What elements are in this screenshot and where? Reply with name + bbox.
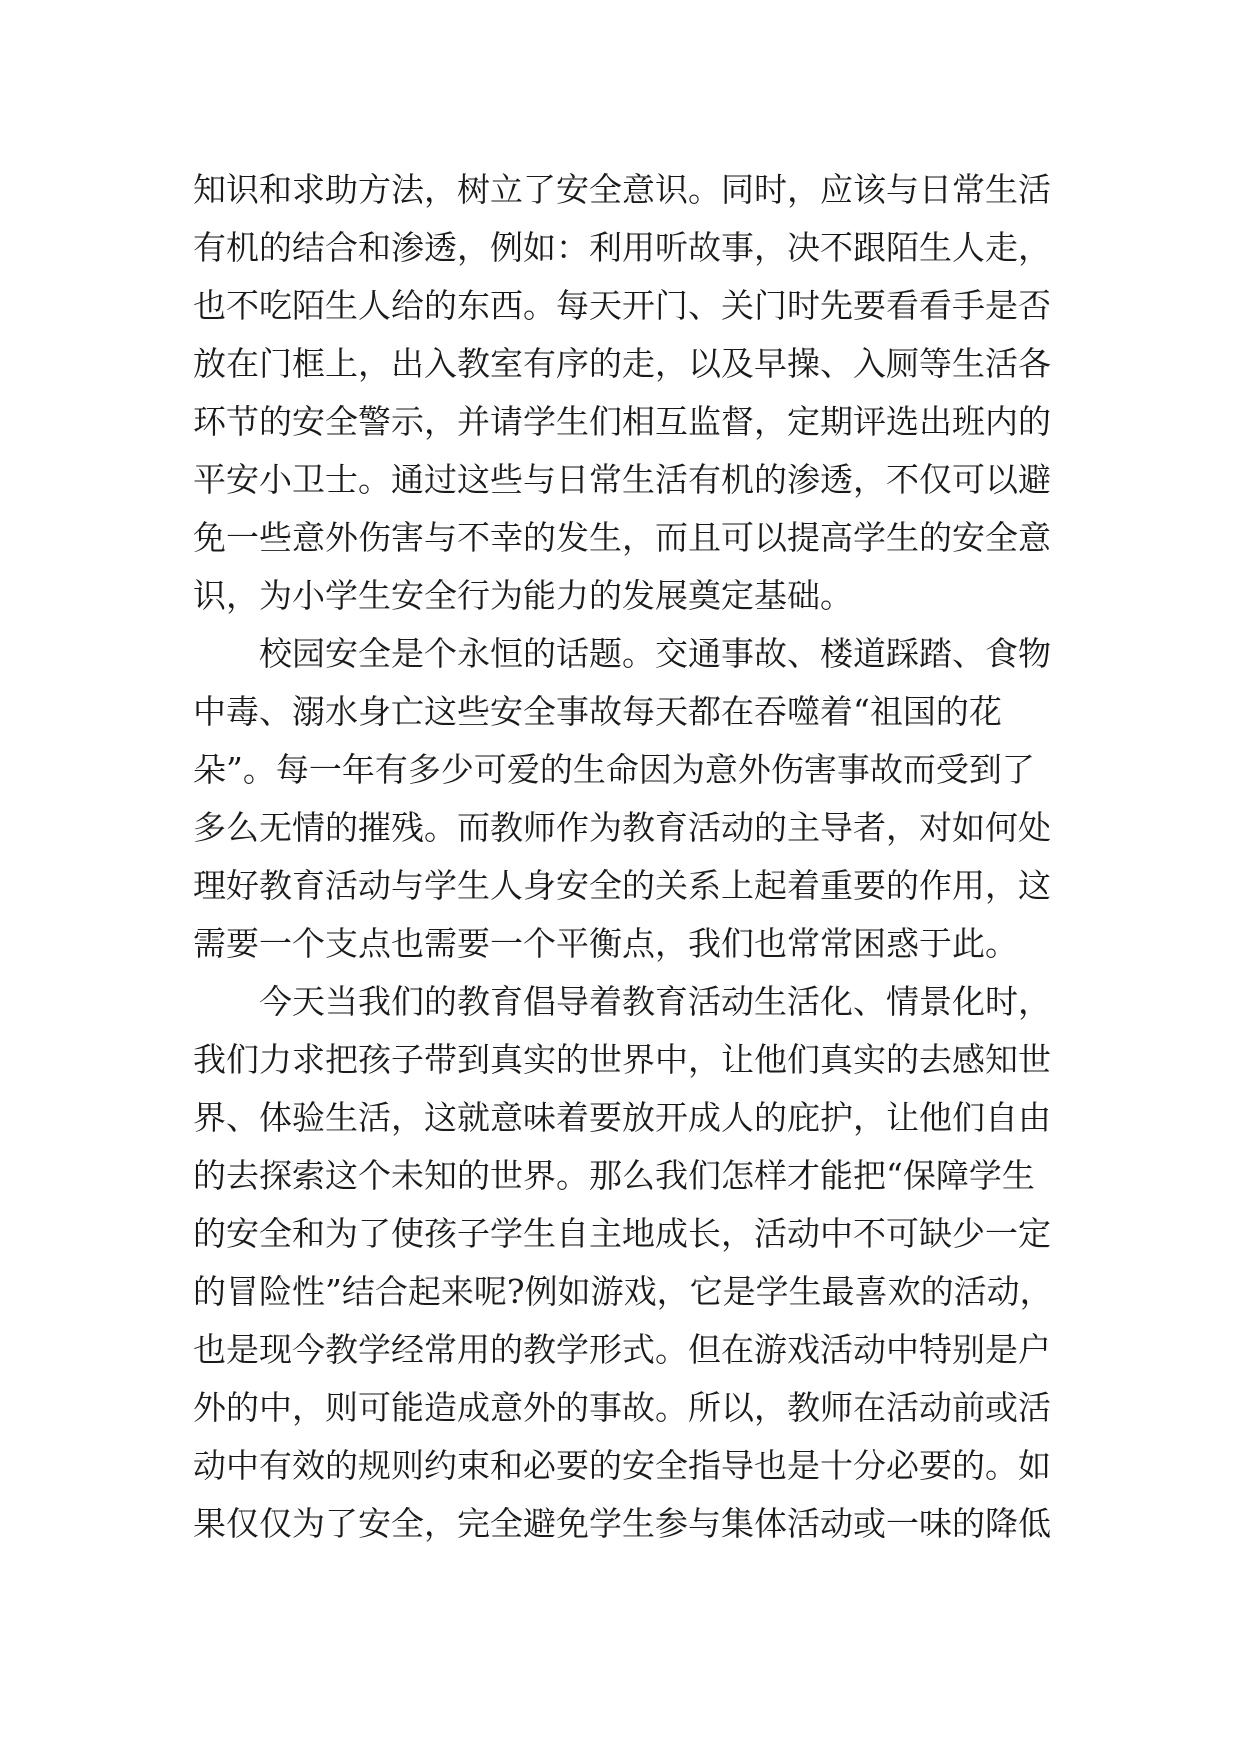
- text-line: 也不吃陌生人给的东西。每天开门、关门时先要看看手是否: [193, 286, 1051, 325]
- text-line: 的安全和为了使孩子学生自主地成长，活动中不可缺少一定: [193, 1214, 1051, 1253]
- text-line: 的去探索这个未知的世界。那么我们怎样才能把“保障学生: [193, 1156, 1035, 1195]
- text-line: 我们力求把孩子带到真实的世界中，让他们真实的去感知世: [193, 1040, 1051, 1079]
- text-line: 中毒、溺水身亡这些安全事故每天都在吞噬着“祖国的花: [193, 692, 1002, 731]
- text-line: 的冒险性”结合起来呢?例如游戏，它是学生最喜欢的活动，: [193, 1272, 1053, 1311]
- text-line: 多么无情的摧残。而教师作为教育活动的主导者，对如何处: [193, 808, 1051, 847]
- text-line: 界、体验生活，这就意味着要放开成人的庇护，让他们自由: [193, 1098, 1051, 1137]
- text-line: 放在门框上，出入教室有序的走，以及早操、入厕等生活各: [193, 344, 1051, 383]
- text-line: 知识和求助方法，树立了安全意识。同时，应该与日常生活: [193, 170, 1051, 209]
- text-line: 校园安全是个永恒的话题。交通事故、楼道踩踏、食物: [193, 634, 1051, 673]
- text-line: 朵”。每一年有多少可爱的生命因为意外伤害事故而受到了: [193, 750, 1035, 789]
- text-line: 外的中，则可能造成意外的事故。所以，教师在活动前或活: [193, 1388, 1051, 1427]
- text-line: 有机的结合和渗透，例如：利用听故事，决不跟陌生人走，: [193, 228, 1051, 267]
- text-line: 环节的安全警示，并请学生们相互监督，定期评选出班内的: [193, 402, 1051, 441]
- body-text: [193, 161, 1053, 1553]
- text-line: 也是现今教学经常用的教学形式。但在游戏活动中特别是户: [193, 1330, 1051, 1369]
- text-line: 动中有效的规则约束和必要的安全指导也是十分必要的。如: [193, 1446, 1051, 1485]
- text-line: 免一些意外伤害与不幸的发生，而且可以提高学生的安全意: [193, 518, 1051, 557]
- text-line: 需要一个支点也需要一个平衡点，我们也常常困惑于此。: [193, 924, 1018, 963]
- text-line: 果仅仅为了安全，完全避免学生参与集体活动或一味的降低: [193, 1504, 1051, 1543]
- text-line: 平安小卫士。通过这些与日常生活有机的渗透，不仅可以避: [193, 460, 1051, 499]
- text-line: 识，为小学生安全行为能力的发展奠定基础。: [193, 576, 853, 615]
- text-line: 今天当我们的教育倡导着教育活动生活化、情景化时，: [193, 982, 1051, 1021]
- text-line: 理好教育活动与学生人身安全的关系上起着重要的作用，这: [193, 866, 1051, 905]
